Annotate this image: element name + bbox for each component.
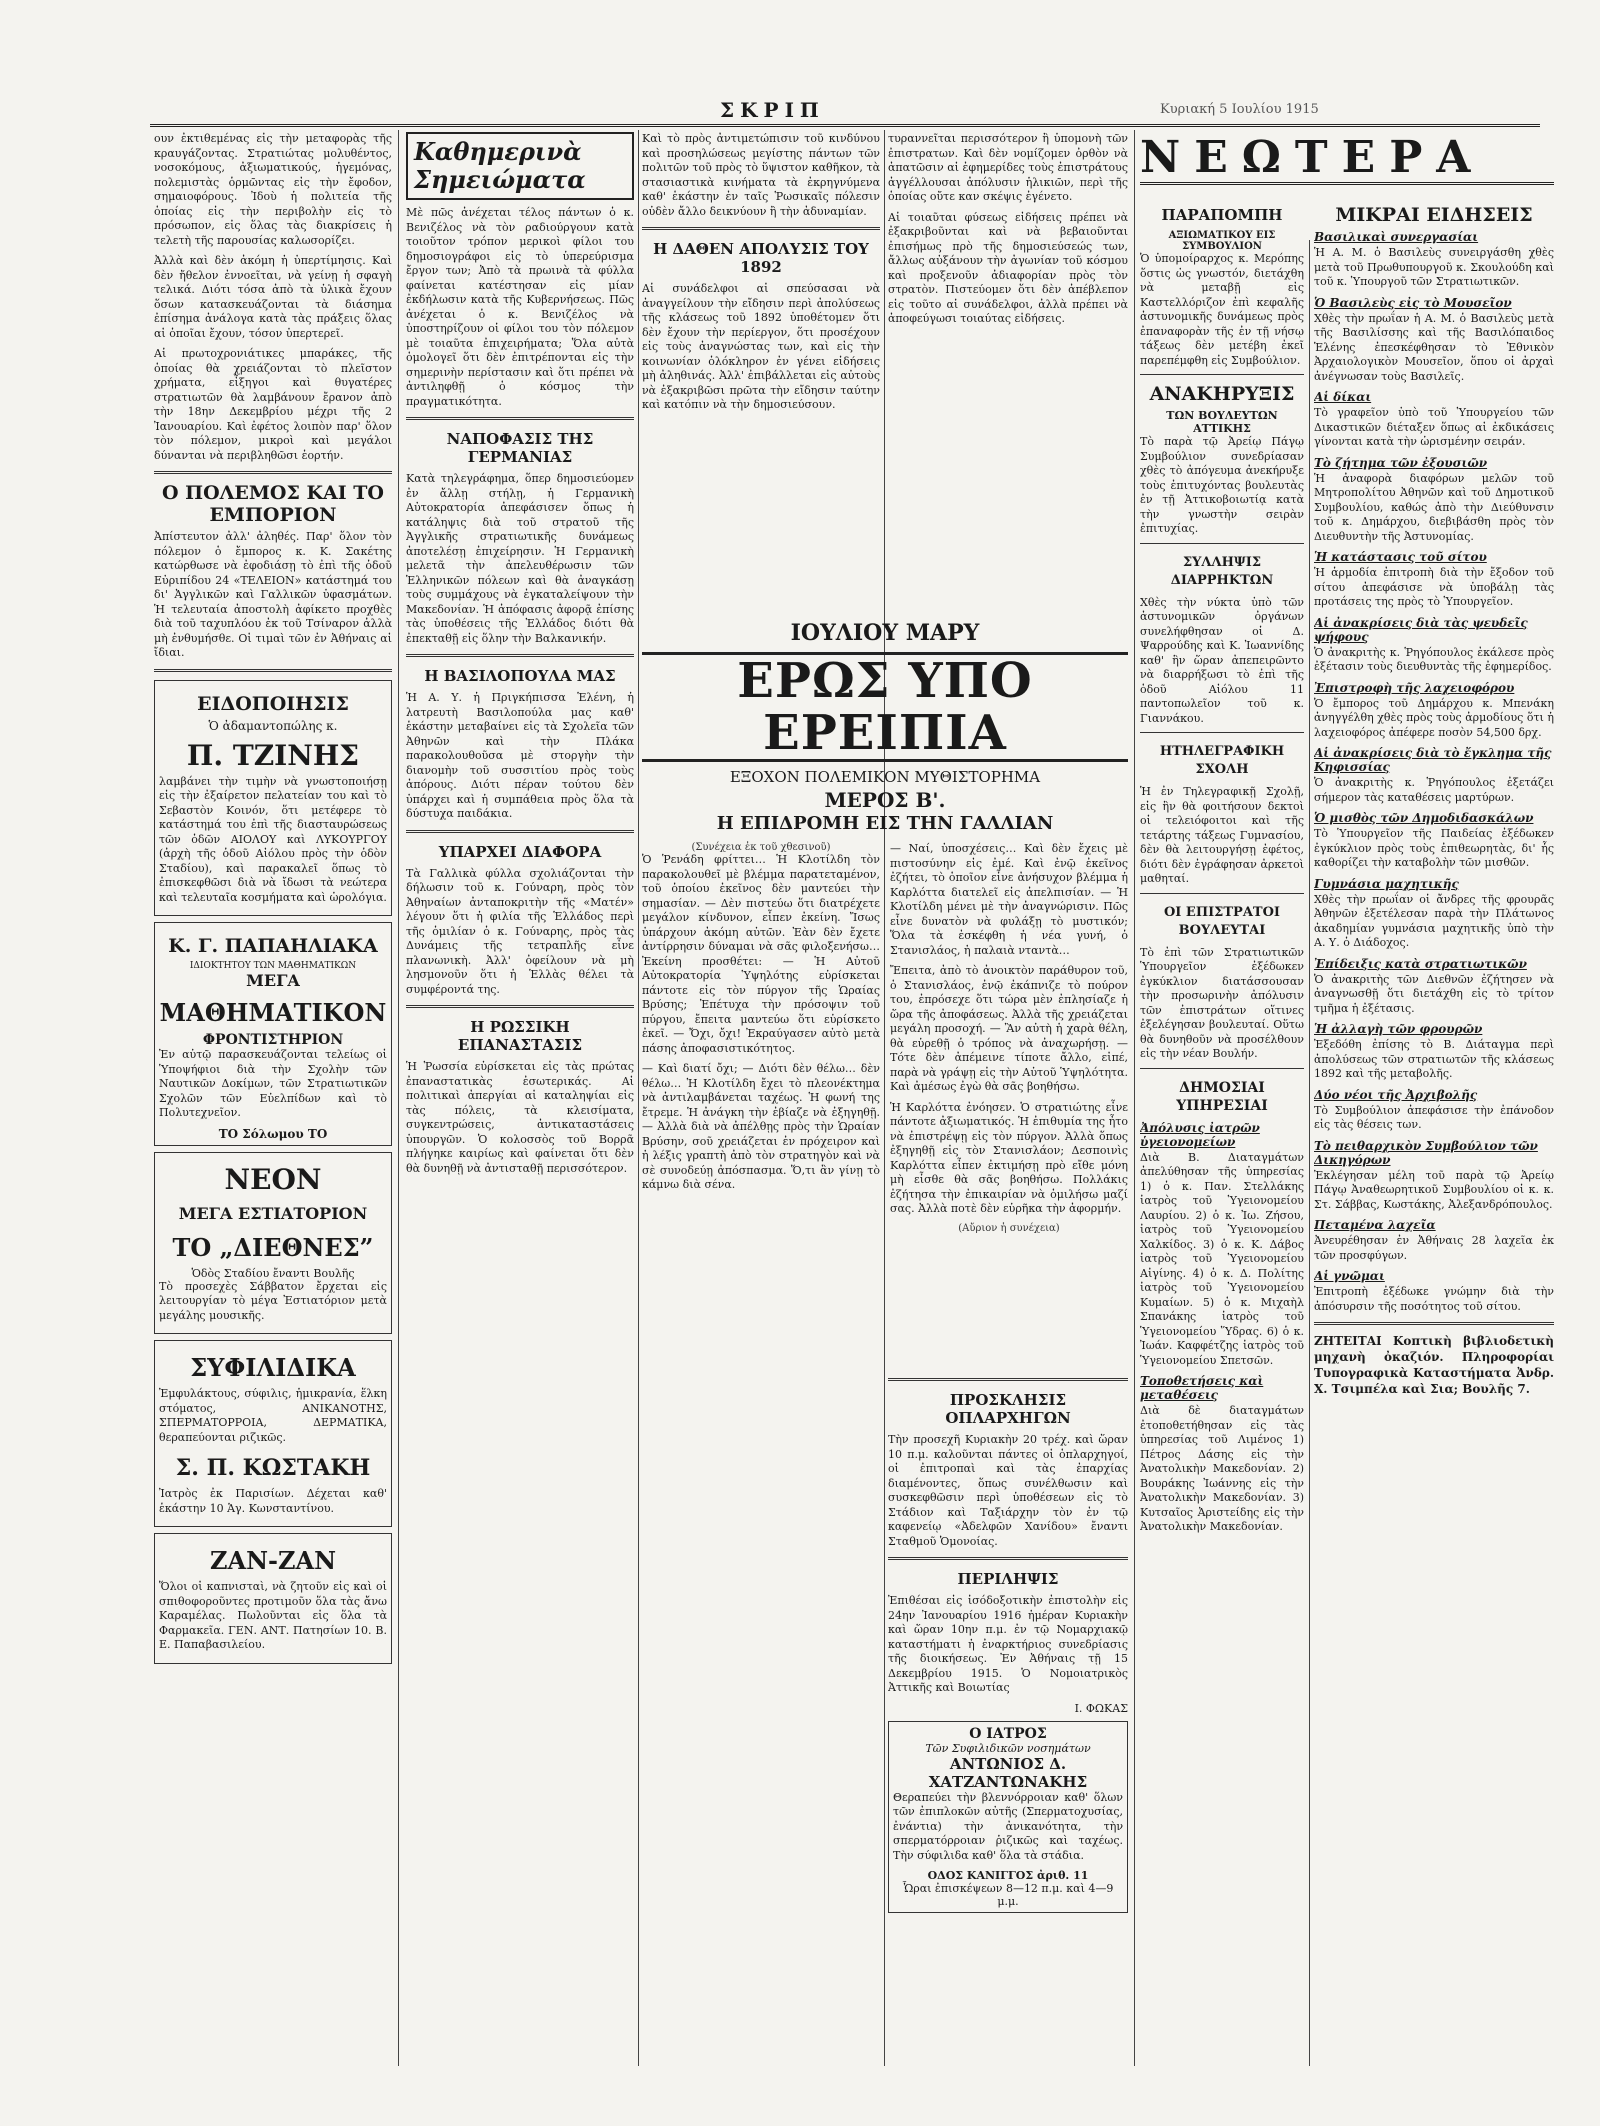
divider <box>154 471 392 474</box>
divider <box>888 1557 1128 1560</box>
news-item-text: Ὁ ἀνακριτὴς τῶν Διεθνῶν ἐζήτησεν νὰ ἀναγνωσθῇ ὅτι διετάχθη εἰς τὸ τρίτον τμῆμα ἡ ἐξέτασις. <box>1314 972 1554 1015</box>
ad-mega: ΜΕΓΑ <box>246 971 300 990</box>
ad-hours: Ὧραι ἐπισκέψεων 8—12 π.μ. καὶ 4—9 μ.μ. <box>902 1882 1114 1908</box>
signature: Ι. ΦΩΚΑΣ <box>1074 1701 1128 1715</box>
article-continuation: ουν ἐκτιθεμένας εἰς τὴν μεταφορὰς τῆς κραυγάζοντας. Στρατιώτας μολυθέντος, νοσοκόμους, ἀξιωματικούς, ἡγεμόνας, πολεμιστὰς ὁρμῶντας εἰς τὴν ἔφοδον, σημαιοφόρους. Ἰδοὺ ἡ πολιτεία τῆς ὁποίας εἰς τὴν περιβολὴν εἰς τὸ πρόσωπον, εἰς ὅλας τὰς διακρίσεις ἡ τελετὴ τῆς παρουσίας καλωσορίζει. <box>154 132 392 247</box>
article-text: Τὸ παρὰ τῷ Ἀρείῳ Πάγῳ Συμβούλιον συνεδρίασαν χθὲς τὸ ἀπόγευμα ἀνεκήρυξε τοὺς ἐπιτυχόντας βουλευτὰς ἐν τῇ Ἀττικοβοιωτίᾳ κατὰ τὴν γνωστὴν σειρὰν ἐπιτυχίας. <box>1140 435 1304 535</box>
neotera-header <box>1140 130 1554 190</box>
headline: ΝΑΠΟΦΑΣΙΣ ΤΗΣ ΓΕΡΜΑΝΙΑΣ <box>446 430 594 466</box>
news-item-text: Ἡ ἁρμοδία ἐπιτροπὴ διὰ τὴν ἔξοδον τοῦ σίτου ἀπεφάσισε νὰ ὑποβάλῃ τὰς προτάσεις της πρὸς τὸ Ὑπουργεῖον. <box>1314 566 1554 608</box>
serial-text: — Καὶ διατί ὄχι; — Διότι δὲν θέλω… δὲν θέλω… Ἡ Κλοτίλδη ἔχει τὸ πλεονέκτημα νὰ ἀντιλαμβάνεται ταχέως. Ἡ φωνή της ἔτρεμε. Ἡ ἀνάγκη τὴν ἐβίαζε νὰ ἐξηγηθῇ. — Ἀλλὰ διὰ νὰ ἀπέλθῃς πρὸς τὴν Ὡραίαν Βρύσην, σοῦ χρειάζεται ἐν πρόχειρον καὶ ἡ λέξις γραπτὴ ἀπὸ τὸν στρατηγὸν καὶ νὰ σὲ συνοδεύῃ ἀπόσπασμα. Ὅ,τι ἂν γίνῃ τὸ κάμνω διὰ σένα. <box>642 1062 880 1191</box>
article-text: Τὸ ἐπὶ τῶν Στρατιωτικῶν Ὑπουργεῖον ἐξέδωκεν ἐγκύκλιον διατάσσουσαν τὴν προσωρινὴν ἀπόλυσιν τῶν ἐπιστράτων οἵτινες ἐξελέγησαν βουλευταί. Οὕτω θὰ δυνηθοῦν νὰ προσέλθουν εἰς τὴν νέαν Βουλήν. <box>1140 945 1304 1060</box>
ad-name: ΤΟ „ΔΙΕΘΝΕΣ” <box>172 1232 374 1262</box>
ad-tzinis <box>154 680 392 917</box>
news-item-title: Δύο νέοι τῆς Ἀρχιβολῆς <box>1314 1087 1478 1102</box>
headline: ΑΝΑΚΗΡΥΞΙΣ <box>1149 383 1295 405</box>
news-item-text: Ὁ ἔμπορος τοῦ Δημάρχου κ. Μπενάκη ἀνηγγέλθη χθὲς πρὸς τοὺς ἀρμοδίους ὅτι ἡ λαχειοφόρος ἀπέφερε ποσὸν 54,500 δρχ. <box>1314 696 1554 739</box>
headline: ΜΙΚΡΑΙ ΕΙΔΗΣΕΙΣ <box>1335 204 1533 226</box>
headline-sub: ΑΞΙΩΜΑΤΙΚΟΥ ΕΙΣ ΣΥΜΒΟΥΛΙΟΝ <box>1168 230 1276 252</box>
headline: ΣΥΛΛΗΨΙΣ ΔΙΑΡΡΗΚΤΩΝ <box>1170 554 1274 588</box>
news-item-title: Αἱ ἀνακρίσεις διὰ τὰς ψευδεῖς ψήφους <box>1314 615 1528 644</box>
ad-name: Π. ΤΖΙΝΗΣ <box>186 738 360 772</box>
headline: ΟΙ ΕΠΙΣΤΡΑΤΟΙ ΒΟΥΛΕΥΤΑΙ <box>1163 904 1280 938</box>
ad-address: ΟΔΟΣ ΚΑΝΙΓΓΟΣ ἀριθ. 11 <box>927 1869 1089 1882</box>
serial-title: ΕΡΩΣ ΥΠΟ ΕΡΕΙΠΙΑ <box>642 652 1128 762</box>
ad-text: Θεραπεύει τὴν βλεννόρροιαν καθ' ὅλων τῶν ἐπιπλοκῶν αὐτῆς (Σπερματοχυσίας, ἐνάντια) τὴν ἀνικανότητα, τὴν σπερματόρροιαν ῥιζικῶς καὶ ταχέως. Τὴν σύφιλιδα καθ' ὅλα τὰ στάδια. <box>893 1790 1123 1862</box>
column-divider <box>398 130 399 2066</box>
ad-sub: ΜΕΓΑ ΕΣΤΙΑΤΟΡΙΟΝ <box>178 1203 368 1223</box>
column-divider <box>1309 240 1310 2066</box>
news-item-title: Αἱ ἀνακρίσεις διὰ τὸ ἔγκλημα τῆς Κηφισσίας <box>1314 746 1552 774</box>
news-item-title: Ὁ μισθὸς τῶν Δημοδιδασκάλων <box>1314 811 1534 825</box>
ad-title: ΜΑΘΗΜΑΤΙΚΟΝ <box>159 998 387 1027</box>
column-1 <box>154 132 392 2072</box>
ad-text: λαμβάνει τὴν τιμὴν νὰ γνωστοποιήσῃ εἰς τὴν ἐξαίρετον πελατείαν του καὶ τὸ Σεβαστὸν Κοινόν, ὅτι μετέφερε τὸ κατάστημά του ἐπὶ τῆς διασταυρώσεως τῶν ὁδῶν ΑΙΟΛΟΥ καὶ ΛΥΚΟΥΡΓΟΥ (ἀρχὴ τῆς ὁδοῦ Αἰόλου πρὸς τὴν ὁδὸν Σταδίου), καὶ παρακαλεῖ ὅπως τὸ ἐπισκεφθῶσι διὰ νὰ ἴδωσι τὰ νεώτερα καὶ τελευταῖα κοσμήματα καὶ ὡρολόγια. <box>159 774 387 904</box>
column-4-lower <box>888 1370 1128 2070</box>
news-item-text: Χθὲς τὴν πρωΐαν οἱ ἄνδρες τῆς φρουρᾶς Ἀθηνῶν ἐξετέλεσαν παρὰ τὴν Πλάτωνος ἀκαδημίαν γυμνάσια μαχητικῆς ὑπὸ τὴν Α. Υ. ὁ Διάδοχος. <box>1314 892 1554 949</box>
ad-text: Ἐμφυλάκτους, σύφιλις, ἡμικρανία, ἕλκη στόματος, ΑΝΙΚΑΝΟΤΗΣ, ΣΠΕΡΜΑΤΟΡΡΟΙΑ, ΔΕΡΜΑΤΙΚΑ, θεραπεύονται ριζικῶς. <box>159 1387 387 1444</box>
ad-sub2: ΦΡΟΝΤΙΣΤΗΡΙΟΝ <box>202 1032 344 1048</box>
headline-sub: ΤΩΝ ΒΟΥΛΕΥΤΩΝ ΑΤΤΙΚΗΣ <box>1166 409 1278 435</box>
headline: Η ΒΑΣΙΛΟΠΟΥΛΑ ΜΑΣ <box>424 667 616 685</box>
ad-address: ΤΟ Σόλωμου ΤΟ <box>218 1126 328 1141</box>
article-text: Αἱ συνάδελφοι αἱ σπεύσασαι νὰ ἀναγγείλουν τὴν εἴδησιν περὶ ἀπολύσεως τῆς κλάσεως τοῦ 1892 ὑποθέτομεν ὅτι δὲν ἔχουν τὴν περίεργον, ὅτι προσέχουν εἰς τοὺς ἀναγνώστας των, καὶ εἰς τὴν κοινωνίαν ὁλόκληρον ἐν γένει εἰδήσεις μὴ ἀληθινάς. Ἀλλ' ἐπιβάλλεται εἰς αὐτοὺς νὰ ἐξακριβῶσι πρῶτα τὴν εἴδησιν ταύτην καὶ κατόπιν νὰ τὴν δημοσιεύσουν. <box>642 282 880 411</box>
serial-text: Ἡ Καρλόττα ἐνόησεν. Ὁ στρατιώτης εἶνε πάντοτε ἀξιωματικός. Ἡ ἐπιθυμία της ἦτο νὰ ἐπιστρέψῃ εἰς τὸν πύργον. Ἀλλὰ ὅπως ἐξηγηθῇ εἰς τὸν Στανισλάον; Δεσποινὶς Καρλόττα εἶπεν ἐκτιμήσῃ πρὸ εἴθε μόνη μὴ εἶσθε θὰ σᾶς βοηθήσω. Πολλάκις ἐζήτησα τὴν ἐπικαιρίαν νὰ ὁμιλήσω μαζί σας. Ἀλλὰ ποτὲ δὲν εὑρῆκα τὴν ἀφορμήν. <box>890 1100 1128 1215</box>
ad-text: Ἰατρὸς ἐκ Παρισίων. Δέχεται καθ' ἑκάστην 10 Ἁγ. Κωνσταντίνου. <box>159 1487 387 1515</box>
divider <box>406 830 634 833</box>
article-text: Ἡ Α. Υ. ἡ Πριγκήπισσα Ἑλένη, ἡ λατρευτὴ Βασιλοπούλα μας καθ' ἑκάστην μεταβαίνει εἰς τὰ Σχολεῖα τῶν Ἀθηνῶν καὶ τὴν Πλάκα παρακολουθοῦσα μὲ στοργὴν τὴν διανομὴν τοῦ συσσιτίου πρὸς τοὺς ἀπόρους. Διότι πέραν τούτου δὲν ὑπάρχει καὶ ἡ συμπάθεια πρὸς ὅλα τὰ δύστυχα παιδάκια. <box>406 691 634 820</box>
serial-column-left <box>642 842 880 1234</box>
divider <box>1314 1322 1554 1325</box>
ad-sub: Τῶν Συφιλιδικῶν νοσημάτων <box>925 1741 1091 1755</box>
ad-title: ΖΑΝ-ΖΑΝ <box>209 1546 337 1575</box>
divider <box>1140 893 1304 894</box>
ad-diethnes <box>154 1152 392 1335</box>
ad-address: Ὁδὸς Σταδίου ἔναντι Βουλῆς <box>191 1266 355 1280</box>
news-item-title: Ὁ Βασιλεὺς εἰς τὸ Μουσεῖον <box>1314 295 1512 310</box>
divider <box>154 669 392 672</box>
divider <box>1140 732 1304 733</box>
headline: Η ΡΩΣΣΙΚΗ ΕΠΑΝΑΣΤΑΣΙΣ <box>457 1018 583 1054</box>
news-item-text: Ὁ ἀνακριτὴς κ. Ῥηγόπουλος ἐκάλεσε πρὸς ἐξέτασιν τοὺς διευθυντὰς τῆς ἐφημερίδος. <box>1314 645 1554 673</box>
news-item-title: Ἐπίδειξις κατὰ στρατιωτικῶν <box>1314 956 1527 971</box>
article-paragraph: Αἱ πρωτοχρονιάτικες μπαράκες, τῆς ὁποίας θὰ χρειάζονται τὸ πλεῖστον χρήματα, εἶξηγοι καὶ θυγατέρες στρατιωτῶν θὰ λαμβάνουν ἔρανον ἀπὸ τὴν 18ην Δεκεμβρίου μέχρι τῆς 2 Ἰανουαρίου. Καὶ ἐφέτος λοιπὸν παρ' ὅλον τὸν πόλεμον, μικροὶ καὶ μεγάλοι δύνανται νὰ περιβληθῶσι ἑορτήν. <box>154 347 392 462</box>
divider <box>406 417 634 420</box>
divider <box>888 1378 1128 1381</box>
masthead <box>0 96 1600 130</box>
divider <box>406 654 634 657</box>
ad-title: ΝΕΟΝ <box>224 1162 322 1196</box>
divider <box>1140 374 1304 375</box>
subheading: Ἀπόλυσις ἰατρῶν ὑγειονομείων <box>1140 1120 1260 1149</box>
serial-subtitle: ΕΞΟΧΟΝ ΠΟΛΕΜΙΚΟΝ ΜΥΘΙΣΤΟΡΗΜΑ <box>729 768 1041 786</box>
headline: ΠΕΡΙΛΗΨΙΣ <box>957 1570 1059 1588</box>
column-2 <box>406 132 634 2072</box>
divider <box>406 1005 634 1008</box>
ad-text: Ἐν αὐτῷ παρασκευάζονται τελείως οἱ Ὑποψήφιοι διὰ τὴν Σχολὴν τῶν Ναυτικῶν Δοκίμων, τῶν Στρατιωτικῶν Σχολῶν τῶν Εὐελπίδων καὶ τὸ Πολυτεχνεῖον. <box>159 1048 387 1119</box>
ad-name: Σ. Π. ΚΩΣΤΑΚΗ <box>175 1455 371 1481</box>
article-text: Χθὲς τὴν νύκτα ὑπὸ τῶν ἀστυνομικῶν ὀργάνων συνελήφθησαν οἱ Δ. Ψαρρούδης καὶ Κ. Ἰωαννίδης καθ' ἣν ὥραν ἀπεπειρῶντο νὰ διαρρήξωσι τὸ ἐπὶ τῆς ὁδοῦ Αἰόλου 11 παντοπωλεῖον τοῦ κ. Γιαννάκου. <box>1140 595 1304 725</box>
news-item-text: Τὸ γραφεῖον ὑπὸ τοῦ Ὑπουργείου τῶν Δικαστικῶν διέταξεν ὅπως αἱ ἐκδικάσεις γίνονται κατὰ τὴν ὡρισμένην σειράν. <box>1314 406 1554 448</box>
news-item-text: Τὸ Ὑπουργεῖον τῆς Παιδείας ἐξέδωκεν ἐγκύκλιον πρὸς τοὺς ἐπιθεωρητὰς, δι' ἧς καθορίζει τὴν καταβολὴν τῶν μισθῶν. <box>1314 827 1554 869</box>
divider <box>1140 1068 1304 1069</box>
article-continuation: τυραννεῖται περισσότερον ἢ ὑπομονὴ τῶν ἐπιστρατων. Καὶ δὲν νομίζομεν ὀρθὸν νὰ ἀπατῶσιν αἱ ἐφημερίδες τοὺς ἐπιστράτους ἀγγέλλουσαι ἀπόλυσιν ἡλικιῶν, περὶ τῆς ὁποίας οὔτε καν σκέψις ἐγένετο. <box>888 132 1128 203</box>
news-item-title: Αἱ δίκαι <box>1314 390 1372 404</box>
article-text: Μὲ πῶς ἀνέχεται τέλος πάντων ὁ κ. Βενιζέλος νὰ τὸν ραδιούργουν κατὰ τοιοῦτον τρόπον μερικοὶ φίλοι του δημοσιογράφοι εἰς τὸ ὑπερεύρισμα ἔργον των; Ἀπὸ τὰ πρωινὰ τὰ φύλλα φαίνεται κατέστησαν εἰς μίαν ἐκδήλωσιν κατὰ τῆς Κυβερνήσεως. Πῶς ἀνέχεται ὁ κ. Βενιζέλος νὰ ὑποστηρίζουν οἱ φίλοι του τὸν πόλεμον μὲ τοιαῦτα ἐπιχειρήματα; Ὅλα αὐτὰ ὁμολογεῖ ὅτι δὲν ἐπιτρέπονται εἰς τὴν σημερινὴν περίστασιν καὶ ὅτι πρέπει νὰ ἀντιληφθῇ ὁ κόσμος τὴν πραγματικότητα. <box>406 206 634 408</box>
news-item-title: Πεταμένα λαχεῖα <box>1314 1218 1436 1232</box>
section-title: ΝΕΩΤΕΡΑ <box>1140 134 1554 185</box>
headline: ΗΤΗΛΕΓΡΑΦΙΚΗ ΣΧΟΛΗ <box>1159 744 1285 777</box>
article-text: Αἱ τοιαῦται φύσεως εἰδήσεις πρέπει νὰ ἐξακριβοῦνται καὶ νὰ βεβαιοῦνται ἐπισήμως πρὸ τῆς δημοσιεύσεώς των, ἄλλως αὐξάνουν τὴν ἀγωνίαν τοῦ κόσμου καὶ προξενοῦν ἀδιαφορίαν πρὸς τὸν στρατὸν. Πιστεύομεν ὅτι δὲν ἀπέβλεπον εἰς τοῦτο αἱ συνάδελφοι, ἀλλὰ πρέπει νὰ ἀποφεύγωσι τοιαύτας εἰδήσεις. <box>888 210 1128 325</box>
news-item-text: Ἡ ἀναφορὰ διαφόρων μελῶν τοῦ Μητροπολίτου Ἀθηνῶν καὶ τοῦ Δημοτικοῦ Συμβουλίου, καθώς ἀπὸ τὴν Διεύθυνσιν τοῦ κ. Δημάρχου, διεβιβάσθη πρὸς τὸν Διευθυντὴν τῆς Ἀστυνομίας. <box>1314 471 1554 543</box>
subheading: Τοποθετήσεις καὶ μεταθέσεις <box>1140 1374 1264 1402</box>
article-text: Ὁ ὑπομοίραρχος κ. Μερόπης ὅστις ὡς γνωστόν, διετάχθη νὰ μεταβῇ εἰς Καστελλόριζον ἐπὶ κεφαλῆς ἀστυνομικῆς δυνάμεως πρὸς ἐπαναφορὰν τῆς ἐν τῇ νήσῳ τάξεως δὲν μετέβη ἐκεῖ παρεπέμφθη εἰς Συμβούλιον. <box>1140 252 1304 367</box>
news-item-text: Τὸ Συμβούλιον ἀπεφάσισε τὴν ἐπάνοδον εἰς τὰς θέσεις των. <box>1314 1103 1554 1131</box>
headline-polemos: Ο ΠΟΛΕΜΟΣ ΚΑΙ ΤΟ ΕΜΠΟΡΙΟΝ <box>162 482 384 526</box>
column-4 <box>888 132 1128 612</box>
article-text: Διὰ δὲ διαταγμάτων ἐτοποθετήθησαν εἰς τὰς ὑπηρεσίας τοῦ Λιμένος 1) Πέτρος Δάσης εἰς τὴν Ἀνατολικὴν Μακεδονίαν. 2) Βουράκης Ἰωάννης εἰς τὴν Ἀνατολικὴν Μακεδονίαν. 3) Κυτσαῖος Ἀριστείδης εἰς τὴν Ἀνατολικὴν Μακεδονίαν. <box>1140 1404 1304 1533</box>
newspaper-title: ΣΚΡΙΠ <box>720 98 825 122</box>
column-6 <box>1314 196 1554 2076</box>
serial-continued: (Συνέχεια ἐκ τοῦ χθεσινοῦ) <box>691 842 831 853</box>
serial-chapter: Η ΕΠΙΔΡΟΜΗ ΕΙΣ ΤΗΝ ΓΑΛΛΙΑΝ <box>716 813 1054 834</box>
news-item-text: Ἐπιτροπὴ ἐξέδωκε γνώμην διὰ τὴν ἀπόσυρσιν τῆς ποσότητος τοῦ σίτου. <box>1314 1285 1554 1313</box>
article-continuation: Καὶ τὸ πρὸς ἀντιμετώπισιν τοῦ κινδύνου καὶ προσηλώσεως μεγίστης πάντων τῶν πολιτῶν τοῦ πρὸς τὸ ὕψιστον καθῆκον, τὰ στασιαστικὰ κινήματα τὰ ἐκρηγνύμενα καθ' ἑκάστην ἐν ταῖς Ῥωσικαῖς πόλεσιν οὐδὲν ἄλλο δεικνύουν ἢ τὴν ἀδυναμίαν. <box>642 132 880 218</box>
article-text: Ἀπίστευτον ἀλλ' ἀληθές. Παρ' ὅλον τὸν πόλεμον ὁ ἔμπορος κ. Κ. Σακέτης κατώρθωσε νὰ ἐφοδιάσῃ τὸ ἐπὶ τῆς ὁδοῦ Εὐριπίδου 24 «ΤΕΛΕΙΟΝ» κατάστημά του δι' Ἀγγλικῶν καὶ Γαλλικῶν ὑφασμάτων. Ἡ τελευταία ἀποστολὴ ἀφίκετο προχθὲς διὰ τοῦ ταχυπλόου ἐκ τοῦ Τσίναρον ἀλλὰ μὴ ἐνθυμήσθε. Οἱ τιμαὶ τῶν ἐν Ἀθήναις αἱ ἴδιαι. <box>154 530 392 659</box>
ad-iatros <box>888 1721 1128 1914</box>
news-item-title: Ἐπιστροφὴ τῆς λαχειοφόρου <box>1314 680 1515 695</box>
article-text: Διὰ Β. Διαταγμάτων ἀπελύθησαν τῆς ὑπηρεσίας 1) ὁ κ. Παν. Στελλάκης ἰατρὸς τοῦ Ὑγειονομείου Λαυρίου. 2) ὁ κ. Ἰω. Ζήσου, ἰατρὸς τοῦ Ὑγειονομείου Χαλκίδος. 3) ὁ κ. Κ. Δάβος ἰατρὸς τοῦ Ὑγειονομείου Αἰγίνης. 4) ὁ κ. Δ. Πολίτης ἰατρὸς τοῦ Ὑγειονομείου Κυμαίων. 5) ὁ κ. Μιχαὴλ Σπανάκης ἰατρὸς τοῦ Ὑγειονομείου Ὕδρας. 6) ὁ κ. Ἰωάν. Καφφέτζης ἰατρὸς τοῦ Ὑγειονομείου Σπετσῶν. <box>1140 1150 1304 1367</box>
ad-from: Ὁ ἀδαμαντοπώλης κ. <box>208 718 338 733</box>
ad-text: Ὅλοι οἱ καπνισταὶ, νὰ ζητοῦν εἰς καὶ οἱ σπιθοφοροῦντες προτιμοῦν ὅλα τὰς ἄνω Καραμέλας. Πωλοῦνται εἰς ὅλα τὰ Φαρμακεῖα. ΓΕΝ. ΑΝΤ. Πατησίων 10. Β. Ε. Παπαβασιλείου. <box>159 1580 387 1651</box>
article-text: Ἡ ἐν Τηλεγραφικῇ Σχολῇ, εἰς ἣν θὰ φοιτήσουν δεκτοὶ οἱ τελειόφοιτοι καὶ τῆς τετάρτης τάξεως Γυμνασίου, δὲν θὰ λειτουργήσῃ ἐφέτος, διότι δὲν ἐγράφησαν ἀρκετοὶ μαθηταί. <box>1140 785 1304 885</box>
serial-body <box>642 842 1128 1234</box>
news-item-title: Αἱ γνῶμαι <box>1314 1269 1385 1283</box>
news-item-title: Τὸ ζήτημα τῶν ἐξουσιῶν <box>1314 455 1488 470</box>
divider <box>1140 543 1304 544</box>
serial-part: ΜΕΡΟΣ Β'. <box>824 788 946 812</box>
news-item-text: Χθὲς τὴν πρωΐαν ἡ Α. Μ. ὁ Βασιλεὺς μετὰ τῆς Βασιλίσσης καὶ τῆς Βασιλόπαιδος Ἑλένης ἐπεσκέφθησαν τὸ Ἐθνικὸν Ἀρχαιολογικὸν Μουσεῖον, ὅπου οἱ ἀρχαὶ ἀνέγνωσαν τοὺς Βασιλεῖς. <box>1314 311 1554 383</box>
article-text: Κατὰ τηλεγράφημα, ὅπερ δημοσιεύομεν ἐν ἄλλῃ στήλῃ, ἡ Γερμανικὴ Αὐτοκρατορία ἀπεφάσισεν ὅπως ἡ κατάληψις διὰ τοῦ στρατοῦ τῆς Ἀγγλικῆς στρατιωτικῆς δυνάμεως ἀποτελέσῃ ἐπιχείρησιν. Ἡ Γερμανικὴ μελετᾶ τὴν ἀπελευθέρωσιν τῶν Ἑλληνικῶν πόλεων καὶ θὰ ἀναγκάσῃ τοὺς συμμάχους νὰ ἐγκαταλείψουν τὴν Μακεδονίαν. Ἡ ἀπόφασις ἀφορᾷ ἐπίσης τὰς ὑποθέσεις τῆς Ἑλλάδος διότι θὰ ἐπεκταθῇ εἰς ὅλην τὴν Βαλκανικήν. <box>406 472 634 645</box>
article-text: Τὴν προσεχῆ Κυριακὴν 20 τρέχ. καὶ ὥραν 10 π.μ. καλοῦνται πάντες οἱ ὁπλαρχηγοί, οἱ ἐπιτροπαὶ καὶ τὰς ἐπαρχίας διαμένοντες, ὅπως συνέλθωσιν καὶ συσκεφθῶσιν περὶ ὑποθέσεων εἰς τὸ Στάδιον καὶ Ταξιάρχην τὸν ἐν τῷ καφενείῳ «Ἀδελφῶν Χανίδου» ἔναντι Σταθμοῦ Ὁμονοίας. <box>888 1433 1128 1548</box>
ad-zanzan <box>154 1533 392 1664</box>
news-item-text: Ἀνευρέθησαν ἐν Ἀθήναις 28 λαχεῖα ἐκ τῶν προσφύγων. <box>1314 1234 1554 1262</box>
section-title: Καθημερινὰ Σημειώματα <box>406 132 634 200</box>
headline: ΠΑΡΑΠΟΜΠΗ <box>1161 206 1283 224</box>
serial-text: Ἔπειτα, ἀπὸ τὸ ἀνοικτὸν παράθυρον τοῦ, ὁ Στανισλάος, ἐνῷ ἐκάπνιζε τὸ πούρον του, ἐπρόσεχε ὅτι τώρα μὲν ἐπλησίαζε ἡ ὥρα τῆς ἀποφάσεως. Ἀλλὰ τῆς χρειάζεται μεγάλη προσοχή. — Ἂν αὐτὴ ἡ χαρὰ θέλη, θὰ εὑρεθῇ ὁ τρόπος νὰ ἀναχωρήσῃ. — Τότε δὲν ἀπέμεινε τίποτε ἄλλο, εἰπέ, παρὰ νὰ γράψῃ εἰς τὴν Αὐτοῦ Ὑψηλότητα. Καὶ ἀμέσως ἐγὼ θὰ σᾶς βοηθήσω. <box>890 964 1128 1093</box>
column-5 <box>1140 196 1304 2076</box>
news-item-text: Ὁ ἀνακριτὴς κ. Ῥηγόπουλος ἐξετάζει σήμερον τὰς καταθέσεις μαρτύρων. <box>1314 776 1554 804</box>
news-item-title: Ἡ κατάστασις τοῦ σίτου <box>1314 550 1487 564</box>
issue-date: Κυριακή 5 Ιουλίου 1915 <box>1160 102 1319 117</box>
headline: ΥΠΑΡΧΕΙ ΔΙΑΦΟΡΑ <box>438 842 602 861</box>
serial-text: Ὁ Ῥενάδη φρίττει… Ἡ Κλοτίλδη τὸν παρακολουθεῖ μὲ βλέμμα παρατεταμένον, τοῦ ὁποίου ἐκεῖνος δὲν μαντεύει τὴν σημασίαν. — Δὲν πιστεύω ὅτι διατρέχετε μεγάλον κίνδυνον, εἶπεν ἐκείνη. Ἴσως ὑπάρχουν ἀκόμη αὐτῶν. Ἐὰν δὲν ἔχετε ἀντίρρησιν δύναμαι νὰ σᾶς φιλοξενήσω… Ἐκείνη προσθέτει: — Ἡ Αὐτοῦ Αὐτοκρατορία Ὑψηλότης εὑρίσκεται πάντοτε εἰς τὸν πύργον τῆς Ὡραίας Βρύσης; Ἐπέτυχα τὴν πρόσοψιν τοῦ πύργου, ἔπειτα μαντεύω ὅτι εὑρίσκετο ἐκεῖ. — Ὄχι, ὄχι! Ἐκραύγασεν αὐτὸ μετὰ πάσης ἀποφασιστικότητος. <box>642 853 880 1055</box>
article-text: Ἐπιθέσαι εἰς ἰσόδοξοτικὴν ἐπιστολὴν εἰς 24ην Ἰανουαρίου 1916 ἡμέραν Κυριακὴν καὶ ὥραν 10ην π.μ. ἐν τῷ Νομαρχιακῷ καταστήματι ἡ ἐναρκτήριος συνεδρίασις τῆς διοικήσεως. Ἐν Ἀθήναις τῇ 15 Δεκεμβρίου 1915. Ὁ Νομοιατρικὸς Ἀττικῆς καὶ Βοιωτίας <box>888 1594 1128 1694</box>
ad-title: ΣΥΦΙΛΙΔΙΚΑ <box>190 1353 356 1382</box>
news-item-title: Βασιλικαὶ συνεργασίαι <box>1314 230 1479 244</box>
serial-text: — Ναί, ὑποσχέσεις… Καὶ δὲν ἔχεις μὲ πιστοσύνην εἰς ἐμέ. Καὶ ἐνῷ ἐκεῖνος ἐζήτει, τὸ ὁποῖον εἶνε ἀνήσυχον βλέμμα ἡ Καρλόττα διατελεῖ εἰς ἀπελπισίαν. — Ἡ Κλοτίλδη μένει μὲ τὴν ἀναγνώρισιν. Πῶς εἶνε δυνατὸν νὰ φυλάξῃ τὸ μυστικόν; Ὅλα τὰ ἐσκέφθη ἡ νέα γυνή, ὁ Στανισλάος, ἡ παλαιὰ νταντὰ… <box>890 842 1128 957</box>
divider <box>642 227 880 230</box>
classified-ad: ΖΗΤΕΙΤΑΙ Κοπτικὴ βιβλιοδετικὴ μηχανὴ ὀκαζιόν. Πληροφορίαι Τυπογραφικὰ Καταστήματα Ἀνδρ. Χ. Τσιμπέλα καὶ Σια; Βουλῆς 7. <box>1314 1334 1554 1396</box>
ad-text: Τὸ προσεχὲς Σάββατον ἔρχεται εἰς λειτουργίαν τὸ μέγα Ἐστιατόριον μετὰ μεγάλης μουσικῆς. <box>159 1279 387 1322</box>
column-divider <box>1134 130 1135 2066</box>
article-text: Ἡ Ῥωσσία εὑρίσκεται εἰς τὰς πρώτας ἐπαναστατικὰς ἐσωτερικάς. Αἱ πολιτικαὶ ἀπεργίαι αἱ καταληψίαι εἰς τὰς πόλεις, τὰ κλεισίματα, συγκεντρώσεις, ἀντικαταστάσεις ὑπουργῶν. Ὁ κολοσσὸς τοῦ Βορρᾶ πλήγηκε καιρίως καὶ φαίνεται ὅτι δὲν θὰ δυνηθῇ νὰ ἀντισταθῇ περισσότερον. <box>406 1060 634 1175</box>
ad-title: ΕΙΔΟΠΟΙΗΣΙΣ <box>197 692 349 715</box>
ad-title: Ο ΙΑΤΡΟΣ <box>969 1725 1047 1742</box>
headline: ΠΡΟΣΚΛΗΣΙΣ ΟΠΛΑΡΧΗΓΩΝ <box>945 1391 1071 1427</box>
serial-column-right <box>890 842 1128 1234</box>
news-item-title: Τὸ πειθαρχικὸν Συμβούλιον τῶν Δικηγόρων <box>1314 1138 1538 1167</box>
ad-papailiaka <box>154 922 392 1146</box>
news-item-title: Γυμνάσια μαχητικῆς <box>1314 876 1459 891</box>
news-item-text: Ἡ Α. Μ. ὁ Βασιλεὺς συνειργάσθη χθὲς μετὰ τοῦ Πρωθυπουργοῦ κ. Σκουλούδη καὶ τοῦ κ. Ὑπουργοῦ τῶν Στρατιωτικῶν. <box>1314 246 1554 288</box>
ad-syfilidika <box>154 1340 392 1527</box>
headline: Η ΔΑΘΕΝ ΑΠΟΛΥΣΙΣ ΤΟΥ 1892 <box>653 240 869 276</box>
serial-author: ΙΟΥΛΙΟΥ ΜΑΡΥ <box>790 620 980 646</box>
ad-name: ΑΝΤΩΝΙΟΣ Δ. ΧΑΤΖΑΝΤΩΝΑΚΗΣ <box>928 1754 1088 1791</box>
article-paragraph: Ἀλλὰ καὶ δὲν ἀκόμη ἡ ὑπερτίμησις. Καὶ δὲν ἤθελον ἐννοεῖται, νὰ γείνῃ ἡ σφαγὴ τελικά. Διότι τόσα ἀπὸ τὰ ὑλικὰ ἔχουν ὅσων κατασκευάζονται τὰ διάσημα ἐπίσημα ἀνάλογα κατὰ τὰς πράξεις ὅλας αἱ ὁποῖαι ἔχουν, τόσον ὑπερτερεῖ. <box>154 254 392 340</box>
news-item-title: Ἡ ἀλλαγὴ τῶν φρουρῶν <box>1314 1022 1483 1036</box>
headline: ΔΗΜΟΣΙΑΙ ΥΠΗΡΕΣΙΑΙ <box>1176 1079 1268 1114</box>
news-item-text: Ἐκλέγησαν μέλη τοῦ παρὰ τῷ Ἀρείῳ Πάγῳ Ἀναθεωρητικοῦ Συμβουλίου οἱ κ. κ. Στ. Σάββας, Κωστάκης, Ἀλεξανδρόπουλος. <box>1314 1168 1554 1211</box>
news-item-text: Ἐξεδόθη ἐπίσης τὸ Β. Διάταγμα περὶ ἀπολύσεως τῶν στρατιωτῶν τῆς κλάσεως 1892 καὶ τῆς μεταβολῆς. <box>1314 1038 1554 1080</box>
ad-name: Κ. Γ. ΠΑΠΑΗΛΙΑΚΑ <box>168 935 378 957</box>
masthead-rule <box>150 124 1540 127</box>
ad-sub: ΙΔΙΟΚΤΗΤΟΥ ΤΩΝ ΜΑΘΗΜΑΤΙΚΩΝ <box>189 961 357 971</box>
column-divider <box>638 130 639 2066</box>
article-text: Τὰ Γαλλικὰ φύλλα σχολιάζονται τὴν δήλωσιν τοῦ κ. Γούναρη, πρὸς τὸν Ἀθηναίων ἀνταποκριτὴν τῆς «Ματέν» λέγουν ὅτι ἡ φιλία τῆς Ἑλλάδος περὶ τῆς ὁμιλίαν ὁ κ. Γούναρης, πρὸς τὰς Δυνάμεις τῆς τετραπλῆς εἶνε πλανωνικὴ. Ἀλλ' ὀφείλουν νὰ μὴ λησμονοῦν ὅτι ἡ Ἑλλὰς θέλει τὰ συμφέροντά της. <box>406 866 634 996</box>
serial-next: (Αὔριον ἡ συνέχεια) <box>958 1222 1060 1234</box>
